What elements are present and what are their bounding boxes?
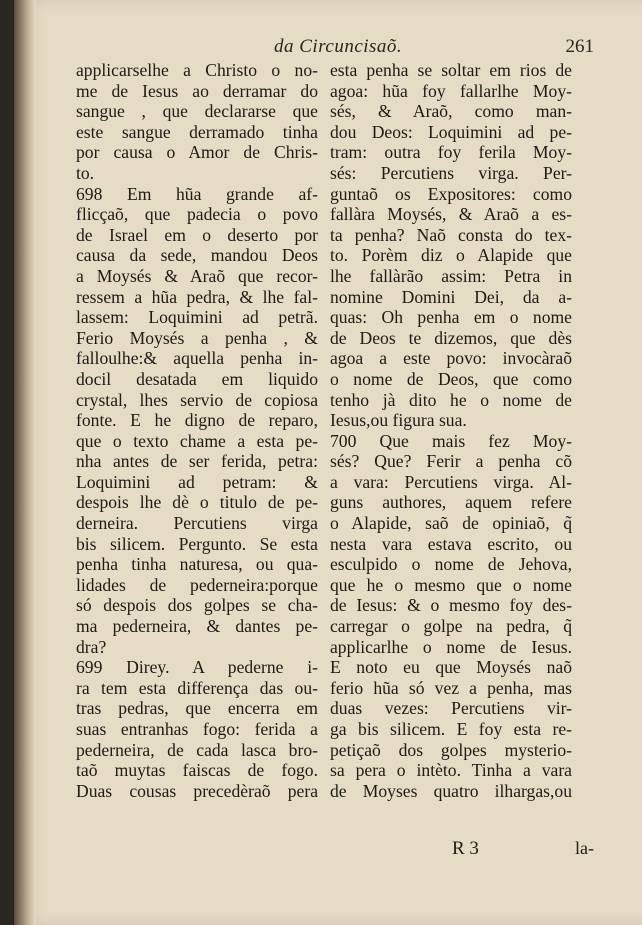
text-line: causa da sede, mandou Deos [76, 245, 318, 266]
text-line: applicarlhe o nome de Iesus. [330, 636, 572, 657]
text-line: Loquimini ad petram: & [76, 471, 318, 492]
text-line: o nome de Deos, que como [330, 368, 572, 389]
text-line: de Israel em o deserto por [76, 224, 318, 245]
text-line: 700 Que mais fez Moy- [330, 430, 572, 451]
text-line: agoa a este povo: invocàraõ [330, 348, 572, 369]
left-column [76, 60, 318, 801]
text-line: despois lhe dè o titulo de pe- [76, 492, 318, 513]
text-line: a Moysés & Araõ que recor- [76, 265, 318, 286]
text-line: sés? Que? Ferir a penha cõ [330, 451, 572, 472]
text-line: flicçaõ, que padecia o povo [76, 204, 318, 225]
text-line: petiçaõ dos golpes mysterio- [330, 739, 572, 760]
text-line: agoa: hũa foy fallarlhe Moy- [330, 80, 572, 101]
text-line: pederneira, de cada lasca bro- [76, 739, 318, 760]
text-line: ga bis silicem. E foy esta re- [330, 719, 572, 739]
text-line: esculpido o nome de Jehova, [330, 554, 572, 575]
text-line: to. [76, 162, 95, 183]
book-page [14, 0, 642, 925]
text-line: o Alapide, saõ de opiniaõ, q̃ [330, 513, 572, 534]
text-line: guns authores, aquem refere [330, 492, 572, 513]
text-line: quas: Oh penha em o nome [330, 307, 572, 328]
text-line: tenho jà dito he o nome de [330, 389, 572, 410]
text-line: nha antes de ser ferida, petra: [76, 451, 318, 472]
page-header [74, 36, 594, 62]
text-line: suas entranhas fogo: ferida a [76, 719, 318, 739]
text-line: sés, & Araõ, como man- [330, 101, 572, 122]
binding-gutter [14, 0, 36, 925]
signature-mark: R 3 [452, 838, 479, 859]
text-line: crystal, lhes servio de copiosa [76, 389, 318, 410]
text-line: ressem a hũa pedra, & lhe fal- [76, 286, 318, 307]
text-line: este sangue derramado tinha [76, 121, 318, 142]
text-line: sés: Percutiens virga. Per- [330, 162, 572, 183]
text-line: dou Deos: Loquimini ad pe- [330, 121, 572, 142]
text-line: bis silicem. Pergunto. Se esta [76, 533, 318, 554]
text-line: carregar o golpe na pedra, q̃ [330, 616, 572, 637]
running-head: da Circuncisaõ. [274, 36, 403, 57]
text-line: 699 Direy. A pederne i- [76, 657, 318, 678]
text-line: tram: outra foy ferila Moy- [330, 142, 572, 163]
text-line: lassem: Loquimini ad petrã. [76, 307, 318, 328]
text-line: guntaõ os Expositores: como [330, 183, 572, 204]
text-line: que he o mesmo que o nome [330, 574, 572, 595]
text-line: nesta vara estava escrito, ou [330, 533, 572, 554]
text-line: esta penha se soltar em rios de [330, 60, 572, 80]
text-line: de Moyses quatro ilhargas,ou [330, 780, 572, 801]
text-line: Iesus,ou figura sua. [330, 410, 467, 431]
catchword: la- [575, 838, 594, 858]
text-line: Duas cousas precedèraõ pera [76, 780, 318, 801]
text-line: ferio hũa só vez a penha, mas [330, 677, 572, 698]
text-line: sa pera o intèto. Tinha a vara [330, 760, 572, 781]
text-line: 698 Em hũa grande af- [76, 183, 318, 204]
page-number: 261 [565, 36, 594, 57]
text-line: Ferio Moysés a penha , & [76, 327, 318, 348]
text-line: lhe fallàrão assim: Petra in [330, 265, 572, 286]
text-line: tras pedras, que encerra em [76, 698, 318, 719]
right-column [330, 60, 572, 801]
text-line: E noto eu que Moysés naõ [330, 657, 572, 678]
text-line: ma pederneira, & dantes pe- [76, 616, 318, 637]
text-line: só despois dos golpes se cha- [76, 595, 318, 616]
text-line: de Iesus: & o mesmo foy des- [330, 595, 572, 616]
text-line: sangue , que declararse que [76, 101, 318, 122]
page-footer [74, 838, 594, 862]
text-line: docil desatada em liquido [76, 368, 318, 389]
text-line: to. Porèm diz o Alapide que [330, 245, 572, 266]
text-line: fonte. E he digno de reparo, [76, 410, 318, 431]
text-line: que o texto chame a esta pe- [76, 430, 318, 451]
text-line: applicarselhe a Christo o no- [76, 60, 318, 80]
text-line: taõ muytas faiscas de fogo. [76, 760, 318, 781]
text-line: derneira. Percutiens virga [76, 513, 318, 534]
text-line: a vara: Percutiens virga. Al- [330, 471, 572, 492]
text-line: duas vezes: Percutiens vir- [330, 698, 572, 719]
text-line: penha tinha naturesa, ou qua- [76, 554, 318, 575]
text-line: fallàra Moysés, & Araõ a es- [330, 204, 572, 225]
text-line: falloulhe:& aquella penha in- [76, 348, 318, 369]
text-line: por causa o Amor de Chris- [76, 142, 318, 163]
text-line: ra tem esta differença das ou- [76, 677, 318, 698]
text-line: lidades de pederneira:porque [76, 574, 318, 595]
text-line: nomine Domini Dei, da a- [330, 286, 572, 307]
text-line: me de Iesus ao derramar do [76, 80, 318, 101]
text-line: dra? [76, 636, 107, 657]
text-line: de Deos te dizemos, que dès [330, 327, 572, 348]
text-line: ta penha? Naõ consta do tex- [330, 224, 572, 245]
